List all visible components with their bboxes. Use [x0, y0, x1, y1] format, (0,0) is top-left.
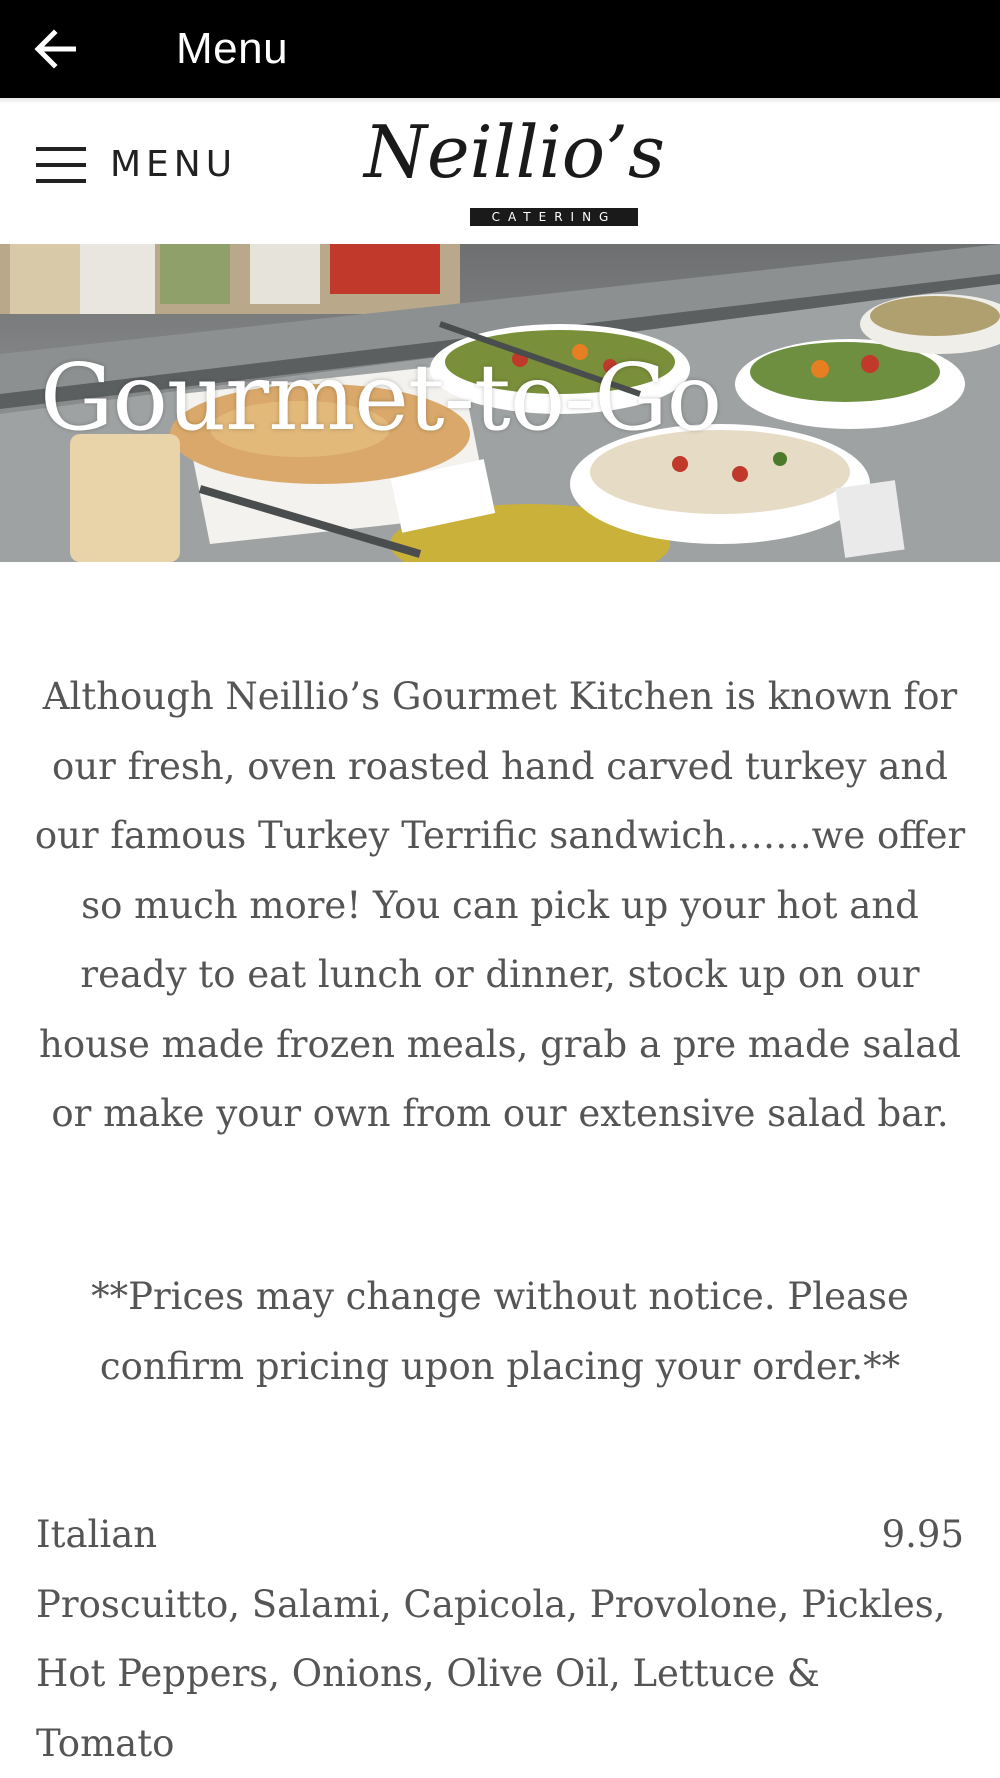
- menu-item-name: Italian: [36, 1513, 158, 1556]
- back-button[interactable]: [0, 0, 110, 98]
- pricing-notice: **Prices may change without notice. Please confirm pricing upon placing your order.**: [91, 1275, 909, 1388]
- app-bar-title: Menu: [176, 24, 289, 73]
- logo-subtext: CATERING: [470, 208, 638, 226]
- menu-item-description: Proscuitto, Salami, Capicola, Provolone, Pickles, Hot Peppers, Onions, Olive Oil, Lettuce & Tomato: [36, 1582, 946, 1765]
- site-header: [0, 104, 1000, 244]
- hamburger-icon: [36, 147, 86, 183]
- arrow-left-icon: [34, 29, 76, 69]
- menu-toggle-button[interactable]: [36, 144, 237, 185]
- menu-item-price: 9.95: [881, 1513, 964, 1556]
- app-bar: [0, 0, 1000, 98]
- intro-paragraph: Although Neillio’s Gourmet Kitchen is known for our fresh, oven roasted hand carved turkey and our famous Turkey Terrific sandwich…….we offer so much more! You can pick up your hot and ready to eat lunch or dinner, stock up on our house made frozen meals, grab a pre made salad or make your own from our extensive salad bar.: [34, 675, 966, 1135]
- hero-title: Gourmet-to-Go: [40, 344, 722, 451]
- menu-item-header: [36, 1500, 964, 1570]
- logo-wordmark: Neillio’s: [364, 110, 665, 194]
- hero-banner: [0, 244, 1000, 562]
- neillios-logo[interactable]: [360, 104, 665, 234]
- menu-label: MENU: [110, 144, 238, 185]
- menu-item: [36, 1500, 964, 1778]
